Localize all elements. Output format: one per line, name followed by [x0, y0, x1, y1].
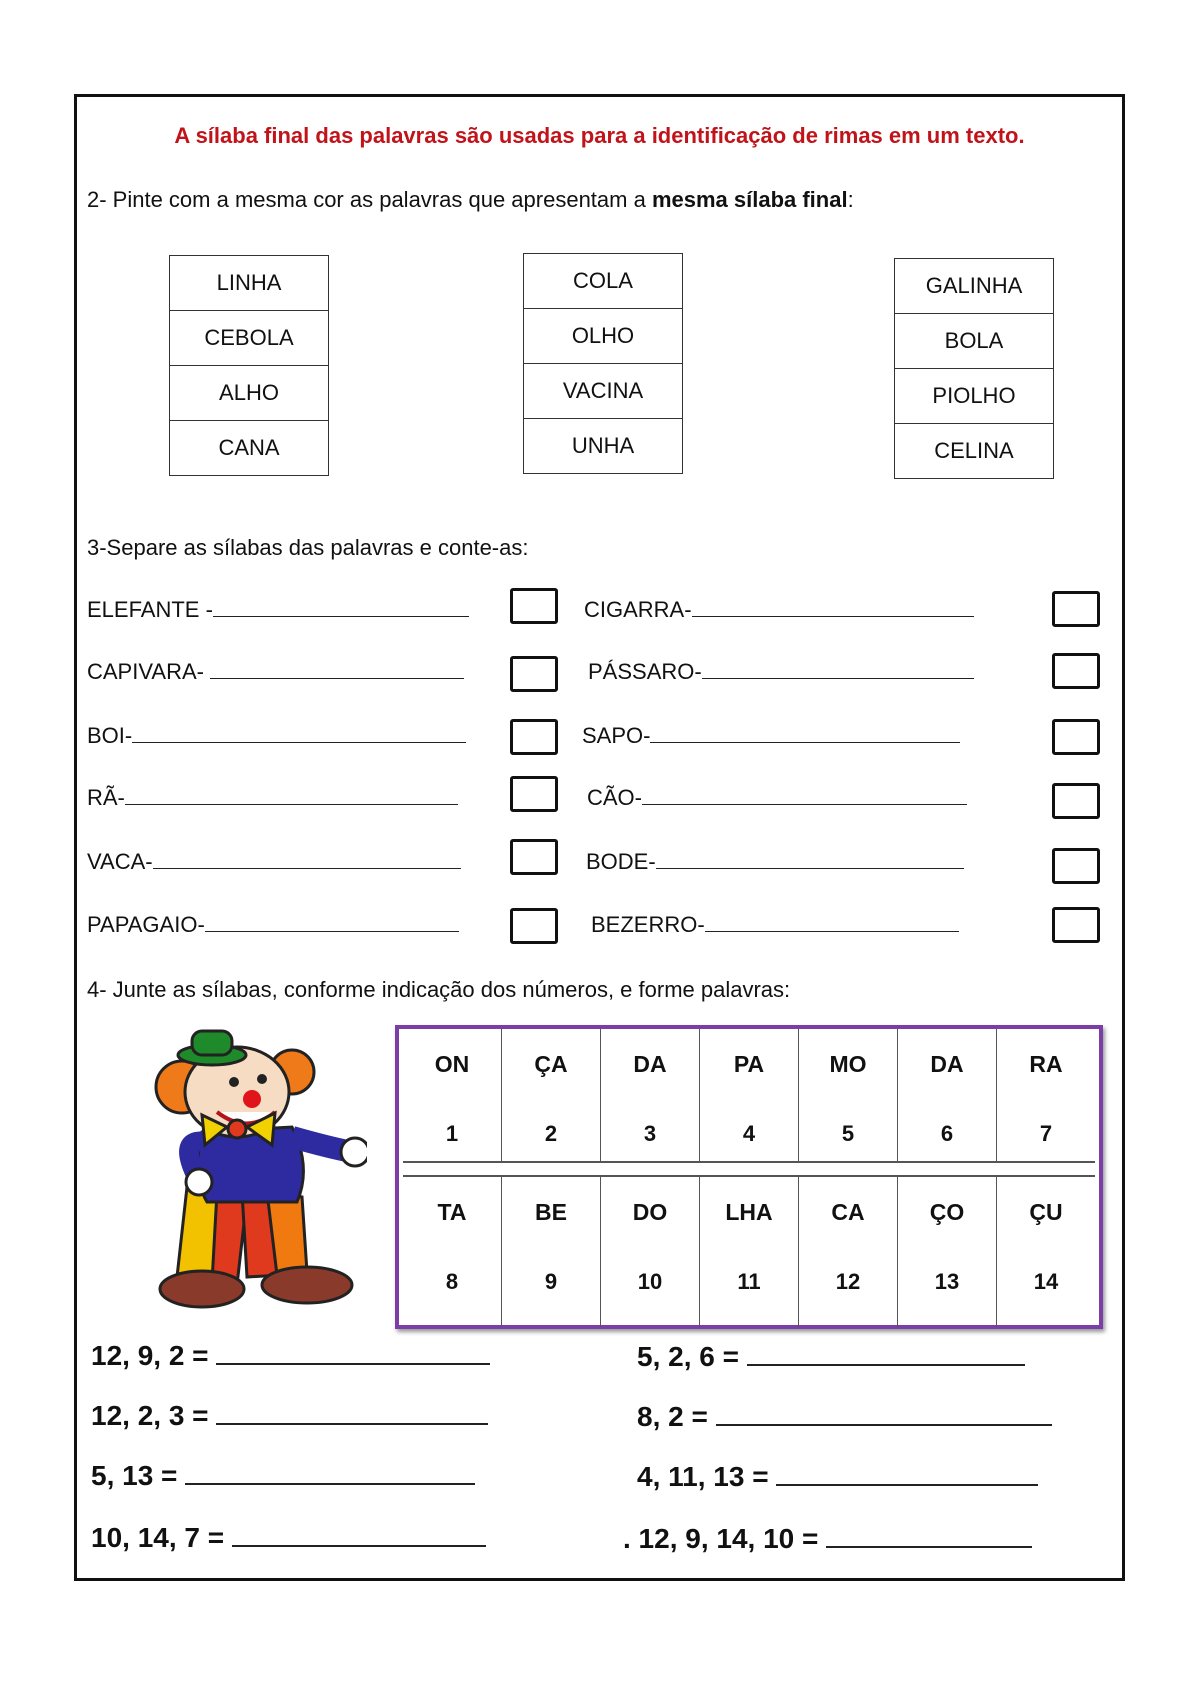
question-2: 2- Pinte com a mesma cor as palavras que apresentam a mesma sílaba final: [87, 187, 854, 212]
count-box[interactable] [1052, 653, 1100, 689]
syllable-cell: ÇU 14 [1029, 1199, 1063, 1294]
separate-line[interactable]: PÁSSARO- [588, 659, 974, 685]
syllable-cell: TA 8 [403, 1177, 502, 1327]
syllable-cell: LHA 11 [700, 1177, 799, 1327]
count-box[interactable] [510, 719, 558, 755]
count-box[interactable] [510, 656, 558, 692]
question-4: 4- Junte as sílabas, conforme indicação dos números, e forme palavras: [87, 977, 791, 1002]
word-cell[interactable]: CELINA [934, 438, 1014, 463]
word-cell[interactable]: UNHA [571, 433, 635, 458]
separate-line[interactable]: BEZERRO- [591, 912, 959, 938]
word-cell[interactable]: CEBOLA [170, 311, 328, 366]
separate-line[interactable]: RÃ- [87, 785, 458, 811]
separate-line[interactable]: VACA- [87, 849, 461, 875]
separate-line[interactable]: PAPAGAIO- [87, 912, 459, 938]
count-box[interactable] [510, 588, 558, 624]
word-cell[interactable]: VACINA [524, 364, 682, 419]
equation-line[interactable]: 12, 2, 3 = [91, 1400, 488, 1432]
syllable-cell: ÇO 13 [898, 1177, 997, 1327]
separate-line[interactable]: SAPO- [582, 723, 960, 749]
word-column-1 [169, 255, 329, 476]
word-cell[interactable]: GALINHA [895, 259, 1053, 314]
word-cell[interactable]: BOLA [895, 314, 1053, 369]
count-box[interactable] [1052, 719, 1100, 755]
syllable-cell: ON 1 [403, 1029, 502, 1161]
syllables-row-2 [403, 1175, 1095, 1327]
separate-line[interactable]: CAPIVARA- [87, 659, 464, 685]
word-cell[interactable]: ALHO [170, 366, 328, 421]
word-cell[interactable]: LINHA [170, 256, 328, 311]
word-column-3 [894, 258, 1054, 479]
count-box[interactable] [1052, 591, 1100, 627]
count-box[interactable] [1052, 848, 1100, 884]
syllable-cell: DA 6 [898, 1029, 997, 1161]
equation-line[interactable]: 12, 9, 2 = [91, 1340, 490, 1372]
count-box[interactable] [510, 908, 558, 944]
clown-illustration [117, 1027, 367, 1327]
syllable-cell: DO 10 [601, 1177, 700, 1327]
word-column-2 [523, 253, 683, 474]
separate-line[interactable]: CIGARRA- [584, 597, 974, 623]
syllables-table [395, 1025, 1103, 1329]
count-box[interactable] [510, 839, 558, 875]
separate-line[interactable]: BODE- [586, 849, 964, 875]
syllable-cell: DA 3 [601, 1029, 700, 1161]
equation-line[interactable]: 8, 2 = [637, 1401, 1052, 1433]
separate-line[interactable]: BOI- [87, 723, 466, 749]
equation-line[interactable]: 5, 2, 6 = [637, 1341, 1025, 1373]
equation-line[interactable]: 10, 14, 7 = [91, 1522, 486, 1554]
word-cell[interactable]: OLHO [524, 309, 682, 364]
word-cell[interactable]: PIOLHO [895, 369, 1053, 424]
syllable-cell: BE 9 [502, 1177, 601, 1327]
syllable-cell: CA 12 [799, 1177, 898, 1327]
page-title: A sílaba final das palavras são usadas para a identificação de rimas em um texto. [174, 123, 1025, 148]
syllable-cell: RA 7 [1029, 1051, 1063, 1146]
syllables-row-1 [403, 1029, 1095, 1163]
equation-line[interactable]: . 12, 9, 14, 10 = [623, 1523, 1032, 1555]
word-cell[interactable]: COLA [524, 254, 682, 309]
syllable-cell: ÇA 2 [502, 1029, 601, 1161]
question-3: 3-Separe as sílabas das palavras e conte-as: [87, 535, 529, 560]
separate-line[interactable]: CÃO- [587, 785, 967, 811]
separate-line[interactable]: ELEFANTE - [87, 597, 469, 623]
equation-line[interactable]: 5, 13 = [91, 1460, 475, 1492]
count-box[interactable] [1052, 783, 1100, 819]
count-box[interactable] [1052, 907, 1100, 943]
syllable-cell: MO 5 [799, 1029, 898, 1161]
word-cell[interactable]: CANA [218, 435, 280, 460]
syllable-cell: PA 4 [700, 1029, 799, 1161]
count-box[interactable] [510, 776, 558, 812]
worksheet-frame [74, 94, 1125, 1581]
equation-line[interactable]: 4, 11, 13 = [637, 1461, 1038, 1493]
